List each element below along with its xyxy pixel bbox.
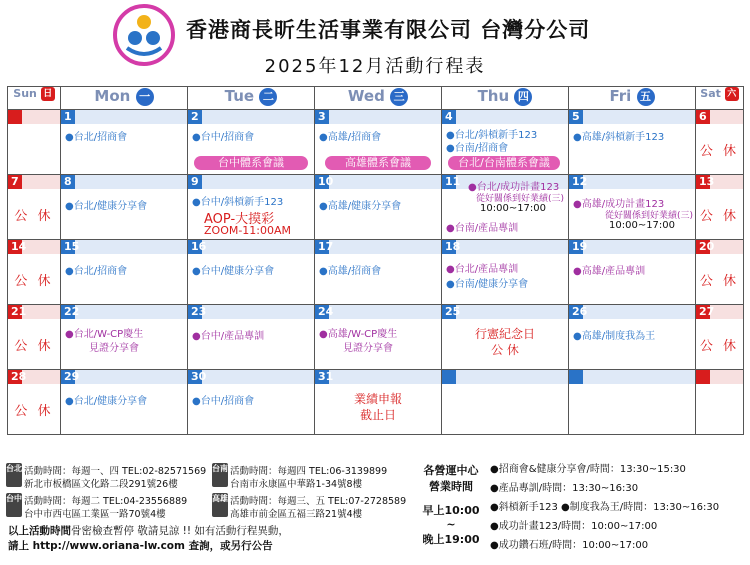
mon-badge-icon: 一 xyxy=(136,88,154,106)
day-cell-7[interactable]: 7 公 休 xyxy=(8,175,61,240)
day-cell-17[interactable]: 17 ●高雄/招商會 xyxy=(315,240,442,305)
website-link[interactable]: http://www.oriana-lw.com xyxy=(32,540,185,552)
calendar-grid xyxy=(7,86,744,435)
day-cell-5[interactable]: 5 ●高雄/斜槓新手123 xyxy=(569,110,696,175)
day-cell-16[interactable]: 16 ●台中/健康分享會 xyxy=(188,240,315,305)
day-cell-23[interactable]: 23 ●台中/產品專訓 xyxy=(188,305,315,370)
kaohsiung-address: 高雄市前金區五福三路21號4樓 xyxy=(230,509,363,520)
day-cell-6[interactable]: 6 公 休 xyxy=(696,110,744,175)
weekday-sat: Sat 六 xyxy=(696,87,744,110)
taichung-address: 台中市西屯區工業區一路70號4樓 xyxy=(24,509,166,520)
weekday-tue: Tue 二 xyxy=(188,87,315,110)
wed-badge-icon: 三 xyxy=(390,88,408,106)
tainan-badge: 台南 xyxy=(212,463,228,487)
week-row xyxy=(8,370,744,435)
day-cell-2[interactable]: 2 ●台中/招商會 台中體系會議 xyxy=(188,110,315,175)
week-row xyxy=(8,175,744,240)
taipei-time: 活動時間：每週一、四 TEL:02-82571569 xyxy=(24,466,207,477)
day-cell-21[interactable]: 21 公 休 xyxy=(8,305,61,370)
day-cell-18[interactable]: 18 ●台北/產品專訓 ●台南/健康分享會 xyxy=(442,240,569,305)
day-cell-9[interactable]: 9 ●台中/斜槓新手123 AOP-大摸彩 ZOOM-11:00AM xyxy=(188,175,315,240)
day-cell-empty xyxy=(696,370,744,435)
day-cell-24[interactable]: 24 ●高雄/W-CP慶生 見證分享會 xyxy=(315,305,442,370)
week-row xyxy=(8,240,744,305)
taichung-badge: 台中 xyxy=(6,493,22,517)
day-cell-31[interactable]: 31 業績申報 截止日 xyxy=(315,370,442,435)
activity-times: ●招商會&健康分享會/時間：13:30~15:30 ●產品專訓/時間：13:30~16:30 ●斜槓新手123 ●制度我為王/時間：13:30~16:30 ●成功計畫123/時間：10:00~17:00 ●成功鑽石班/時間：10:00~17:00 xyxy=(490,464,720,551)
kaohsiung-badge: 高雄 xyxy=(212,493,228,517)
business-hours: 各營運中心 營業時間 早上10:00 ~ 晚上19:00 xyxy=(422,464,480,546)
weekday-sun: Sun 日 xyxy=(8,87,61,110)
tue-badge-icon: 二 xyxy=(259,88,277,106)
tainan-time: 活動時間：每週四 TEL:06-3139899 xyxy=(230,466,388,477)
day-cell-30[interactable]: 30 ●台中/招商會 xyxy=(188,370,315,435)
day-cell-10[interactable]: 10 ●高雄/健康分享會 xyxy=(315,175,442,240)
day-cell-empty xyxy=(8,110,61,175)
tainan-address: 台南市永康區中華路1-34號8樓 xyxy=(230,479,363,490)
week-row xyxy=(8,110,744,175)
day-cell-11[interactable]: 11 ●台北/成功計畫123 從好關係到好業績(三) 10:00~17:00 ●台南/產品專訓 xyxy=(442,175,569,240)
thu-badge-icon: 四 xyxy=(514,88,532,106)
fri-badge-icon: 五 xyxy=(637,88,655,106)
day-cell-4[interactable]: 4 ●台北/斜槓新手123 ●台南/招商會 台北/台南體系會議 xyxy=(442,110,569,175)
day-cell-12[interactable]: 12 ●高雄/成功計畫123 從好關係到好業績(三) 10:00~17:00 xyxy=(569,175,696,240)
day-cell-25[interactable]: 25 行憲紀念日 公 休 xyxy=(442,305,569,370)
taipei-badge: 台北 xyxy=(6,463,22,487)
meeting-pill: 台中體系會議 xyxy=(194,156,308,170)
header xyxy=(0,0,750,86)
taichung-time: 活動時間：每週二 TEL:04-23556889 xyxy=(24,496,188,507)
meeting-pill: 高雄體系會議 xyxy=(325,156,431,170)
taipei-address: 新北市板橋區文化路二段291號26樓 xyxy=(24,479,178,490)
day-cell-1[interactable]: 1 ●台北/招商會 xyxy=(61,110,188,175)
day-cell-13[interactable]: 13 公 休 xyxy=(696,175,744,240)
footer xyxy=(0,457,750,565)
meeting-pill: 台北/台南體系會議 xyxy=(448,156,560,170)
weekday-header-row xyxy=(8,87,744,110)
day-cell-22[interactable]: 22 ●台北/W-CP慶生 見證分享會 xyxy=(61,305,188,370)
day-cell-20[interactable]: 20 公 休 xyxy=(696,240,744,305)
page-title: 2025年12月活動行程表 xyxy=(264,56,486,77)
day-cell-28[interactable]: 28 公 休 xyxy=(8,370,61,435)
weekday-mon: Mon 一 xyxy=(61,87,188,110)
weekday-wed: Wed 三 xyxy=(315,87,442,110)
sun-badge-icon: 日 xyxy=(41,87,55,101)
day-cell-8[interactable]: 8 ●台北/健康分享會 xyxy=(61,175,188,240)
day-cell-29[interactable]: 29 ●台北/健康分享會 xyxy=(61,370,188,435)
weekday-fri: Fri 五 xyxy=(569,87,696,110)
company-name: 香港商長昕生活事業有限公司 台灣分公司 xyxy=(186,18,591,42)
weekday-thu: Thu 四 xyxy=(442,87,569,110)
sat-badge-icon: 六 xyxy=(725,87,739,101)
day-cell-26[interactable]: 26 ●高雄/制度我為王 xyxy=(569,305,696,370)
day-cell-empty xyxy=(569,370,696,435)
day-cell-27[interactable]: 27 公 休 xyxy=(696,305,744,370)
day-cell-15[interactable]: 15 ●台北/招商會 xyxy=(61,240,188,305)
kaohsiung-time: 活動時間：每週三、五 TEL:07-2728589 xyxy=(230,496,407,507)
day-cell-empty xyxy=(442,370,569,435)
day-cell-19[interactable]: 19 ●高雄/產品專訓 xyxy=(569,240,696,305)
week-row xyxy=(8,305,744,370)
day-cell-3[interactable]: 3 ●高雄/招商會 高雄體系會議 xyxy=(315,110,442,175)
footnote: 以上活動時間骨密檢查暫停 敬請見諒 !! 如有活動行程異動， 請上 http://www.oriana-lw.com 查詢，或另行公告 xyxy=(8,525,289,552)
day-cell-14[interactable]: 14 公 休 xyxy=(8,240,61,305)
